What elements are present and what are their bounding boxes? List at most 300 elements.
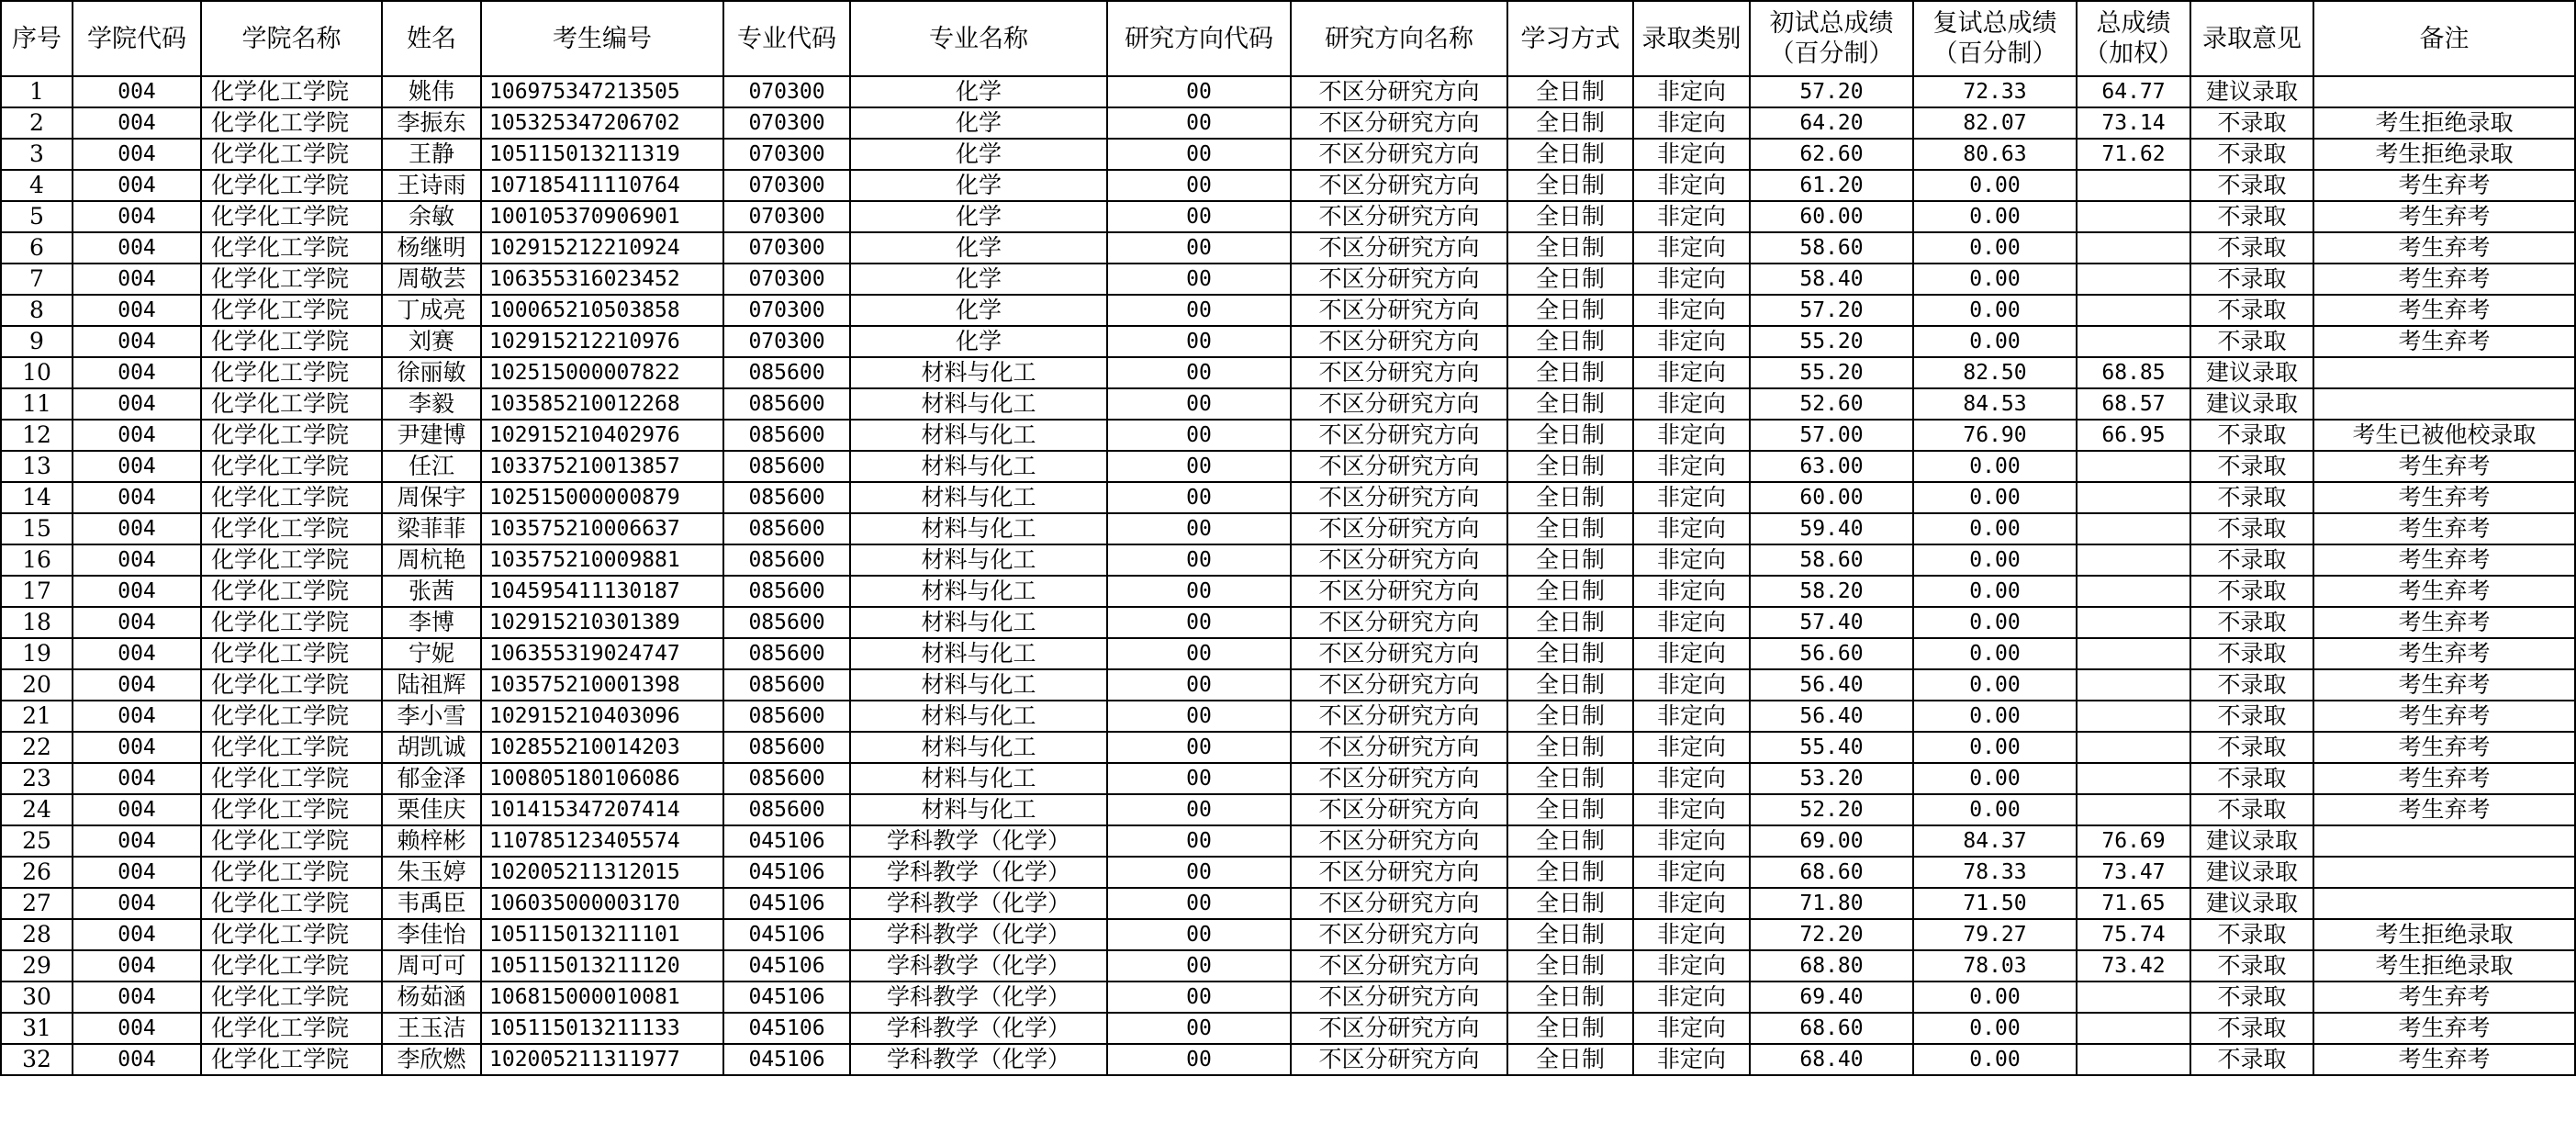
cell-college-code: 004 [73, 638, 201, 669]
cell-total-score [2077, 1013, 2190, 1044]
cell-direction-code: 00 [1107, 544, 1291, 576]
cell-total-score [2077, 576, 2190, 607]
cell-college-code: 004 [73, 669, 201, 701]
cell-retest-score: 0.00 [1913, 232, 2077, 264]
cell-major-name: 材料与化工 [850, 482, 1107, 513]
cell-total-score [2077, 982, 2190, 1013]
cell-exam-id: 110785123405574 [481, 825, 723, 857]
cell-total-score [2077, 1044, 2190, 1075]
header-label: 序号 [12, 24, 62, 53]
cell-initial-score: 63.00 [1750, 451, 1913, 482]
table-row [1, 232, 2575, 264]
cell-initial-score: 71.80 [1750, 888, 1913, 919]
cell-total-score [2077, 326, 2190, 357]
cell-retest-score: 78.33 [1913, 857, 2077, 888]
cell-study-mode: 全日制 [1507, 950, 1633, 982]
cell-study-mode: 全日制 [1507, 732, 1633, 763]
cell-admission-decision: 不录取 [2190, 326, 2313, 357]
cell-remark: 考生弃考 [2313, 982, 2575, 1013]
cell-major-code: 070300 [723, 326, 850, 357]
cell-admission-decision: 不录取 [2190, 950, 2313, 982]
cell-admission-type: 非定向 [1633, 857, 1750, 888]
cell-total-score [2077, 264, 2190, 295]
cell-admission-type: 非定向 [1633, 825, 1750, 857]
cell-admission-decision: 建议录取 [2190, 76, 2313, 107]
cell-admission-type: 非定向 [1633, 919, 1750, 950]
cell-seq: 5 [1, 201, 73, 232]
cell-name: 王静 [382, 139, 481, 170]
cell-admission-type: 非定向 [1633, 482, 1750, 513]
cell-retest-score: 0.00 [1913, 794, 2077, 825]
header-label: 备注 [2419, 24, 2470, 53]
header-label: 研究方向代码 [1125, 24, 1273, 53]
table-row [1, 669, 2575, 701]
cell-major-code: 085600 [723, 357, 850, 388]
cell-total-score: 75.74 [2077, 919, 2190, 950]
cell-college-code: 004 [73, 420, 201, 451]
cell-direction-code: 00 [1107, 794, 1291, 825]
cell-direction-name: 不区分研究方向 [1291, 669, 1507, 701]
cell-admission-decision: 不录取 [2190, 638, 2313, 669]
cell-major-name: 材料与化工 [850, 388, 1107, 420]
cell-direction-code: 00 [1107, 232, 1291, 264]
cell-seq: 19 [1, 638, 73, 669]
header-label: （百分制） [1932, 39, 2057, 68]
cell-admission-type: 非定向 [1633, 357, 1750, 388]
cell-admission-type: 非定向 [1633, 950, 1750, 982]
cell-college-code: 004 [73, 1013, 201, 1044]
cell-direction-name: 不区分研究方向 [1291, 701, 1507, 732]
table-row [1, 950, 2575, 982]
header-major-name [850, 1, 1107, 76]
cell-remark: 考生弃考 [2313, 669, 2575, 701]
cell-college-name: 化学化工学院 [201, 232, 382, 264]
header-label: 学习方式 [1520, 24, 1620, 53]
cell-admission-decision: 不录取 [2190, 170, 2313, 201]
table-row [1, 357, 2575, 388]
cell-direction-name: 不区分研究方向 [1291, 232, 1507, 264]
cell-initial-score: 62.60 [1750, 139, 1913, 170]
cell-exam-id: 106355319024747 [481, 638, 723, 669]
cell-college-code: 004 [73, 482, 201, 513]
cell-initial-score: 52.60 [1750, 388, 1913, 420]
cell-initial-score: 68.60 [1750, 857, 1913, 888]
cell-seq: 7 [1, 264, 73, 295]
cell-admission-type: 非定向 [1633, 1044, 1750, 1075]
cell-major-code: 085600 [723, 482, 850, 513]
cell-study-mode: 全日制 [1507, 295, 1633, 326]
cell-direction-name: 不区分研究方向 [1291, 544, 1507, 576]
cell-major-code: 070300 [723, 76, 850, 107]
header-retest-score [1913, 1, 2077, 76]
cell-retest-score: 0.00 [1913, 264, 2077, 295]
cell-college-name: 化学化工学院 [201, 170, 382, 201]
cell-direction-code: 00 [1107, 732, 1291, 763]
cell-remark: 考生弃考 [2313, 638, 2575, 669]
cell-major-code: 045106 [723, 1044, 850, 1075]
cell-study-mode: 全日制 [1507, 857, 1633, 888]
cell-admission-decision: 不录取 [2190, 794, 2313, 825]
cell-remark [2313, 357, 2575, 388]
cell-seq: 21 [1, 701, 73, 732]
cell-college-name: 化学化工学院 [201, 950, 382, 982]
cell-retest-score: 78.03 [1913, 950, 2077, 982]
cell-retest-score: 71.50 [1913, 888, 2077, 919]
cell-major-code: 085600 [723, 669, 850, 701]
cell-retest-score: 0.00 [1913, 701, 2077, 732]
cell-direction-name: 不区分研究方向 [1291, 107, 1507, 139]
cell-admission-type: 非定向 [1633, 513, 1750, 544]
cell-college-name: 化学化工学院 [201, 1044, 382, 1075]
header-admission-decision [2190, 1, 2313, 76]
cell-admission-type: 非定向 [1633, 326, 1750, 357]
cell-seq: 13 [1, 451, 73, 482]
cell-major-code: 085600 [723, 420, 850, 451]
cell-college-name: 化学化工学院 [201, 888, 382, 919]
cell-study-mode: 全日制 [1507, 357, 1633, 388]
cell-college-name: 化学化工学院 [201, 607, 382, 638]
cell-exam-id: 105115013211133 [481, 1013, 723, 1044]
cell-retest-score: 72.33 [1913, 76, 2077, 107]
header-label: 复试总成绩 [1932, 9, 2057, 38]
cell-admission-type: 非定向 [1633, 701, 1750, 732]
table-row [1, 420, 2575, 451]
header-name [382, 1, 481, 76]
cell-initial-score: 56.60 [1750, 638, 1913, 669]
cell-name: 周杭艳 [382, 544, 481, 576]
cell-retest-score: 0.00 [1913, 170, 2077, 201]
header-label: 学院名称 [241, 24, 342, 53]
cell-name: 李毅 [382, 388, 481, 420]
cell-initial-score: 60.00 [1750, 482, 1913, 513]
cell-initial-score: 61.20 [1750, 170, 1913, 201]
cell-direction-code: 00 [1107, 451, 1291, 482]
cell-college-code: 004 [73, 732, 201, 763]
cell-college-name: 化学化工学院 [201, 482, 382, 513]
cell-total-score [2077, 701, 2190, 732]
cell-major-name: 学科教学（化学） [850, 919, 1107, 950]
cell-seq: 8 [1, 295, 73, 326]
cell-admission-type: 非定向 [1633, 170, 1750, 201]
cell-name: 韦禹臣 [382, 888, 481, 919]
cell-initial-score: 58.60 [1750, 232, 1913, 264]
cell-remark: 考生弃考 [2313, 513, 2575, 544]
cell-total-score [2077, 451, 2190, 482]
cell-initial-score: 69.00 [1750, 825, 1913, 857]
cell-major-name: 材料与化工 [850, 607, 1107, 638]
cell-retest-score: 0.00 [1913, 326, 2077, 357]
cell-major-name: 化学 [850, 295, 1107, 326]
cell-exam-id: 102855210014203 [481, 732, 723, 763]
table-row [1, 919, 2575, 950]
cell-major-code: 045106 [723, 825, 850, 857]
cell-direction-name: 不区分研究方向 [1291, 295, 1507, 326]
cell-retest-score: 0.00 [1913, 638, 2077, 669]
table-row [1, 388, 2575, 420]
cell-exam-id: 101415347207414 [481, 794, 723, 825]
cell-direction-code: 00 [1107, 357, 1291, 388]
cell-total-score: 73.42 [2077, 950, 2190, 982]
cell-direction-name: 不区分研究方向 [1291, 576, 1507, 607]
cell-remark: 考生弃考 [2313, 763, 2575, 794]
cell-exam-id: 103575210001398 [481, 669, 723, 701]
header-label: 初试总成绩 [1769, 9, 1894, 38]
cell-major-name: 材料与化工 [850, 669, 1107, 701]
cell-admission-decision: 不录取 [2190, 264, 2313, 295]
cell-college-name: 化学化工学院 [201, 326, 382, 357]
cell-remark [2313, 857, 2575, 888]
cell-direction-name: 不区分研究方向 [1291, 607, 1507, 638]
cell-exam-id: 105115013211101 [481, 919, 723, 950]
cell-college-name: 化学化工学院 [201, 638, 382, 669]
cell-name: 郁金泽 [382, 763, 481, 794]
cell-admission-type: 非定向 [1633, 638, 1750, 669]
cell-exam-id: 104595411130187 [481, 576, 723, 607]
cell-major-code: 085600 [723, 794, 850, 825]
cell-initial-score: 60.00 [1750, 201, 1913, 232]
cell-name: 陆祖辉 [382, 669, 481, 701]
cell-exam-id: 102915210403096 [481, 701, 723, 732]
table-body [1, 76, 2575, 1075]
cell-admission-type: 非定向 [1633, 76, 1750, 107]
cell-admission-type: 非定向 [1633, 763, 1750, 794]
cell-college-name: 化学化工学院 [201, 544, 382, 576]
cell-college-name: 化学化工学院 [201, 201, 382, 232]
cell-study-mode: 全日制 [1507, 576, 1633, 607]
cell-admission-type: 非定向 [1633, 1013, 1750, 1044]
cell-initial-score: 53.20 [1750, 763, 1913, 794]
cell-initial-score: 57.20 [1750, 76, 1913, 107]
cell-direction-code: 00 [1107, 264, 1291, 295]
cell-seq: 10 [1, 357, 73, 388]
cell-admission-type: 非定向 [1633, 201, 1750, 232]
cell-admission-decision: 不录取 [2190, 732, 2313, 763]
cell-name: 尹建博 [382, 420, 481, 451]
cell-major-code: 070300 [723, 264, 850, 295]
cell-direction-code: 00 [1107, 482, 1291, 513]
cell-direction-code: 00 [1107, 170, 1291, 201]
cell-study-mode: 全日制 [1507, 638, 1633, 669]
cell-college-code: 004 [73, 295, 201, 326]
cell-major-name: 材料与化工 [850, 763, 1107, 794]
cell-initial-score: 58.60 [1750, 544, 1913, 576]
cell-study-mode: 全日制 [1507, 982, 1633, 1013]
cell-study-mode: 全日制 [1507, 544, 1633, 576]
cell-direction-name: 不区分研究方向 [1291, 264, 1507, 295]
table-row [1, 794, 2575, 825]
cell-direction-code: 00 [1107, 513, 1291, 544]
cell-initial-score: 69.40 [1750, 982, 1913, 1013]
cell-college-code: 004 [73, 1044, 201, 1075]
cell-admission-type: 非定向 [1633, 107, 1750, 139]
cell-study-mode: 全日制 [1507, 451, 1633, 482]
header-label: 研究方向名称 [1325, 24, 1473, 53]
cell-seq: 23 [1, 763, 73, 794]
cell-college-code: 004 [73, 76, 201, 107]
cell-remark: 考生拒绝录取 [2313, 139, 2575, 170]
cell-direction-name: 不区分研究方向 [1291, 326, 1507, 357]
cell-initial-score: 55.20 [1750, 357, 1913, 388]
cell-remark: 考生弃考 [2313, 170, 2575, 201]
cell-exam-id: 102515000000879 [481, 482, 723, 513]
cell-major-code: 085600 [723, 763, 850, 794]
cell-college-code: 004 [73, 919, 201, 950]
cell-initial-score: 57.20 [1750, 295, 1913, 326]
cell-college-code: 004 [73, 513, 201, 544]
cell-direction-code: 00 [1107, 76, 1291, 107]
cell-admission-decision: 不录取 [2190, 420, 2313, 451]
table-row [1, 701, 2575, 732]
cell-name: 李佳怡 [382, 919, 481, 950]
cell-initial-score: 68.80 [1750, 950, 1913, 982]
cell-major-name: 材料与化工 [850, 357, 1107, 388]
cell-total-score: 73.47 [2077, 857, 2190, 888]
cell-seq: 17 [1, 576, 73, 607]
cell-name: 王玉洁 [382, 1013, 481, 1044]
cell-admission-type: 非定向 [1633, 451, 1750, 482]
cell-seq: 9 [1, 326, 73, 357]
cell-initial-score: 68.60 [1750, 1013, 1913, 1044]
cell-exam-id: 106355316023452 [481, 264, 723, 295]
cell-name: 王诗雨 [382, 170, 481, 201]
cell-college-name: 化学化工学院 [201, 982, 382, 1013]
cell-major-code: 085600 [723, 576, 850, 607]
cell-direction-name: 不区分研究方向 [1291, 982, 1507, 1013]
cell-remark: 考生弃考 [2313, 701, 2575, 732]
table-row [1, 482, 2575, 513]
table-row [1, 264, 2575, 295]
cell-college-name: 化学化工学院 [201, 732, 382, 763]
cell-college-name: 化学化工学院 [201, 857, 382, 888]
cell-major-code: 070300 [723, 107, 850, 139]
cell-major-name: 化学 [850, 139, 1107, 170]
cell-admission-type: 非定向 [1633, 420, 1750, 451]
cell-retest-score: 0.00 [1913, 669, 2077, 701]
cell-study-mode: 全日制 [1507, 201, 1633, 232]
cell-major-name: 化学 [850, 76, 1107, 107]
cell-remark: 考生弃考 [2313, 732, 2575, 763]
cell-direction-code: 00 [1107, 701, 1291, 732]
table-row [1, 76, 2575, 107]
cell-retest-score: 82.50 [1913, 357, 2077, 388]
cell-remark: 考生弃考 [2313, 794, 2575, 825]
cell-major-code: 070300 [723, 295, 850, 326]
cell-total-score [2077, 170, 2190, 201]
cell-exam-id: 103585210012268 [481, 388, 723, 420]
cell-admission-decision: 不录取 [2190, 701, 2313, 732]
table-row [1, 513, 2575, 544]
cell-total-score: 71.62 [2077, 139, 2190, 170]
cell-direction-name: 不区分研究方向 [1291, 357, 1507, 388]
cell-admission-type: 非定向 [1633, 388, 1750, 420]
cell-major-name: 材料与化工 [850, 701, 1107, 732]
cell-remark: 考生拒绝录取 [2313, 950, 2575, 982]
cell-direction-name: 不区分研究方向 [1291, 919, 1507, 950]
cell-total-score: 76.69 [2077, 825, 2190, 857]
cell-admission-decision: 不录取 [2190, 669, 2313, 701]
cell-college-name: 化学化工学院 [201, 576, 382, 607]
cell-college-code: 004 [73, 857, 201, 888]
cell-direction-name: 不区分研究方向 [1291, 170, 1507, 201]
table-row [1, 170, 2575, 201]
cell-retest-score: 76.90 [1913, 420, 2077, 451]
cell-name: 周保宇 [382, 482, 481, 513]
cell-college-name: 化学化工学院 [201, 919, 382, 950]
cell-direction-name: 不区分研究方向 [1291, 420, 1507, 451]
header-label: 录取意见 [2202, 24, 2302, 53]
cell-college-code: 004 [73, 825, 201, 857]
cell-name: 任江 [382, 451, 481, 482]
cell-direction-name: 不区分研究方向 [1291, 638, 1507, 669]
cell-admission-decision: 建议录取 [2190, 857, 2313, 888]
cell-college-name: 化学化工学院 [201, 420, 382, 451]
cell-remark: 考生弃考 [2313, 232, 2575, 264]
cell-retest-score: 0.00 [1913, 544, 2077, 576]
table-row [1, 107, 2575, 139]
cell-college-code: 004 [73, 388, 201, 420]
cell-study-mode: 全日制 [1507, 139, 1633, 170]
cell-exam-id: 100065210503858 [481, 295, 723, 326]
cell-total-score [2077, 201, 2190, 232]
cell-direction-code: 00 [1107, 420, 1291, 451]
cell-major-name: 材料与化工 [850, 732, 1107, 763]
cell-major-name: 学科教学（化学） [850, 982, 1107, 1013]
cell-admission-type: 非定向 [1633, 607, 1750, 638]
cell-study-mode: 全日制 [1507, 763, 1633, 794]
cell-initial-score: 56.40 [1750, 669, 1913, 701]
cell-study-mode: 全日制 [1507, 107, 1633, 139]
cell-study-mode: 全日制 [1507, 513, 1633, 544]
cell-direction-name: 不区分研究方向 [1291, 201, 1507, 232]
cell-college-name: 化学化工学院 [201, 825, 382, 857]
cell-remark [2313, 388, 2575, 420]
cell-admission-type: 非定向 [1633, 732, 1750, 763]
cell-direction-name: 不区分研究方向 [1291, 451, 1507, 482]
cell-retest-score: 84.37 [1913, 825, 2077, 857]
cell-admission-decision: 不录取 [2190, 482, 2313, 513]
cell-direction-name: 不区分研究方向 [1291, 732, 1507, 763]
cell-college-name: 化学化工学院 [201, 357, 382, 388]
cell-major-name: 学科教学（化学） [850, 1044, 1107, 1075]
cell-seq: 29 [1, 950, 73, 982]
cell-retest-score: 0.00 [1913, 607, 2077, 638]
cell-college-code: 004 [73, 170, 201, 201]
cell-major-code: 070300 [723, 139, 850, 170]
cell-initial-score: 55.40 [1750, 732, 1913, 763]
cell-college-code: 004 [73, 232, 201, 264]
cell-name: 余敏 [382, 201, 481, 232]
header-label: 专业代码 [737, 24, 836, 53]
cell-major-name: 学科教学（化学） [850, 888, 1107, 919]
cell-college-code: 004 [73, 139, 201, 170]
cell-direction-name: 不区分研究方向 [1291, 950, 1507, 982]
cell-major-name: 材料与化工 [850, 794, 1107, 825]
header-college-name [201, 1, 382, 76]
cell-college-name: 化学化工学院 [201, 451, 382, 482]
cell-direction-code: 00 [1107, 982, 1291, 1013]
cell-college-name: 化学化工学院 [201, 139, 382, 170]
cell-name: 宁妮 [382, 638, 481, 669]
cell-remark: 考生拒绝录取 [2313, 919, 2575, 950]
header-admission-type [1633, 1, 1750, 76]
cell-exam-id: 103575210009881 [481, 544, 723, 576]
cell-study-mode: 全日制 [1507, 701, 1633, 732]
header-row [1, 1, 2575, 76]
header-direction-code [1107, 1, 1291, 76]
cell-initial-score: 68.40 [1750, 1044, 1913, 1075]
cell-remark: 考生弃考 [2313, 201, 2575, 232]
cell-seq: 18 [1, 607, 73, 638]
